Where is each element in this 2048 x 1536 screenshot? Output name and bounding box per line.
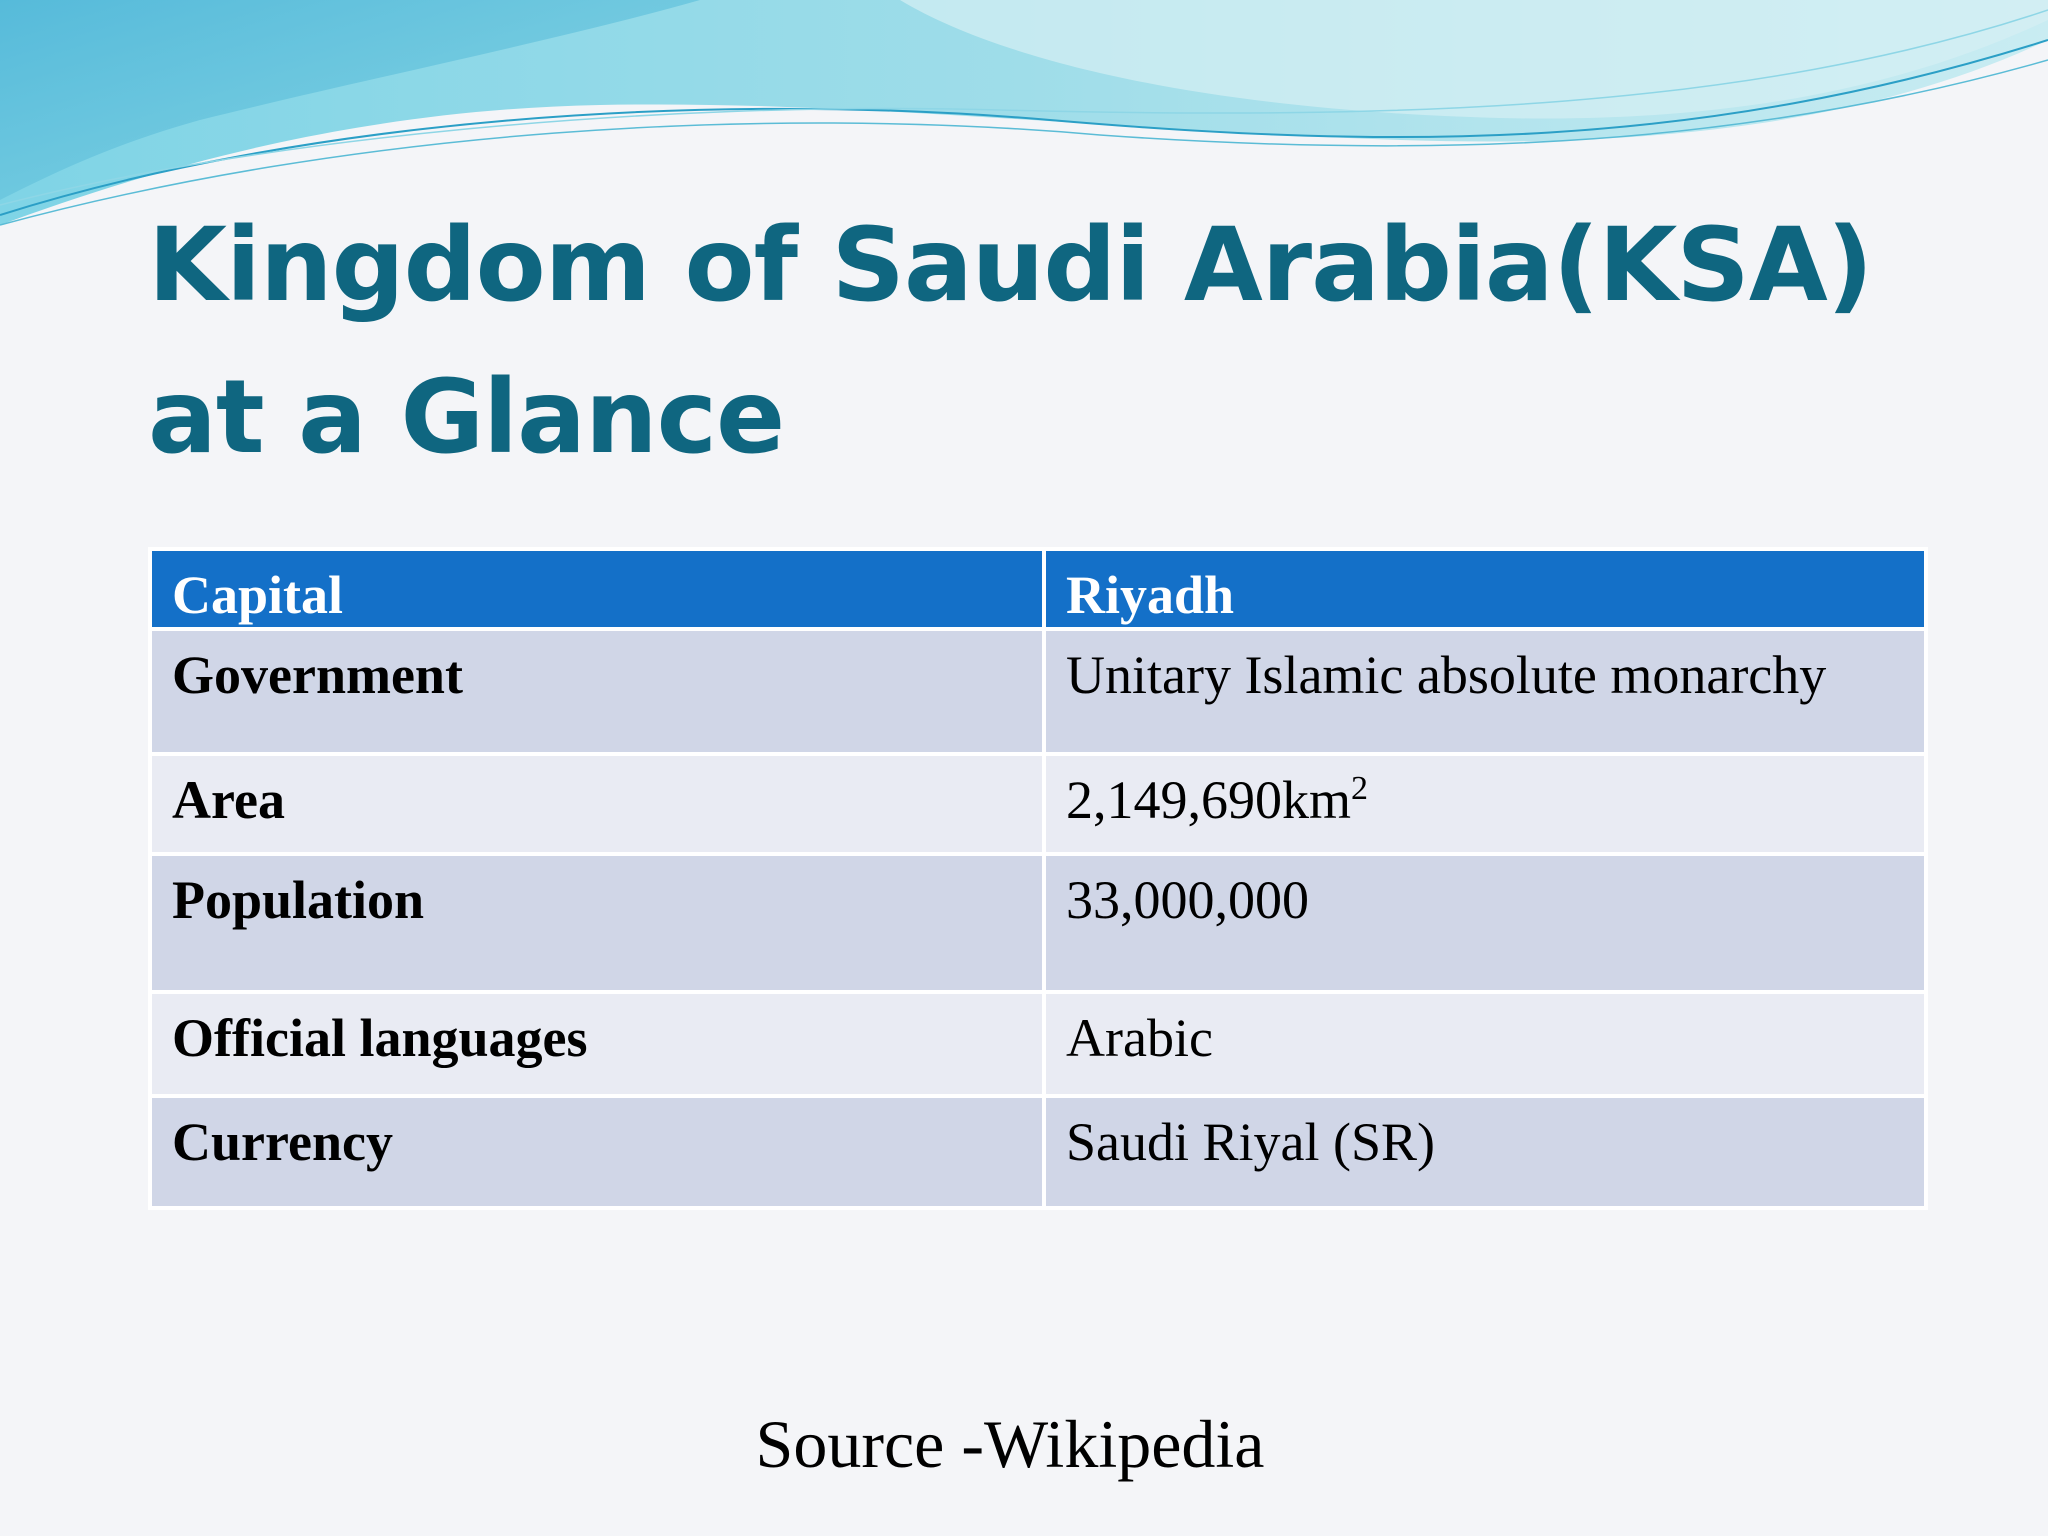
row-value: Unitary Islamic absolute monarchy [1044, 629, 1926, 754]
table-row [150, 992, 1926, 1096]
table-row [150, 754, 1926, 854]
table-row [150, 1096, 1926, 1208]
row-value: 33,000,000 [1044, 854, 1926, 992]
row-label: Official languages [150, 992, 1044, 1096]
row-label: Currency [150, 1096, 1044, 1208]
row-value: Arabic [1044, 992, 1926, 1096]
row-label: Capital [150, 549, 1044, 629]
row-value: Saudi Riyal (SR) [1044, 1096, 1926, 1208]
slide-title: Kingdom of Saudi Arabia(KSA) at a Glance [148, 206, 1873, 477]
table-row [150, 549, 1926, 629]
table-row [150, 854, 1926, 992]
source-note: Source -Wikipedia [755, 1406, 1265, 1482]
table-row [150, 629, 1926, 754]
row-label: Population [150, 854, 1044, 992]
row-label: Government [150, 629, 1044, 754]
row-value: Riyadh [1044, 549, 1926, 629]
info-table [148, 547, 1928, 1210]
area-value: 2,149,690km [1066, 770, 1352, 830]
row-label: Area [150, 754, 1044, 854]
row-value [1044, 754, 1926, 854]
area-superscript: 2 [1351, 770, 1369, 807]
